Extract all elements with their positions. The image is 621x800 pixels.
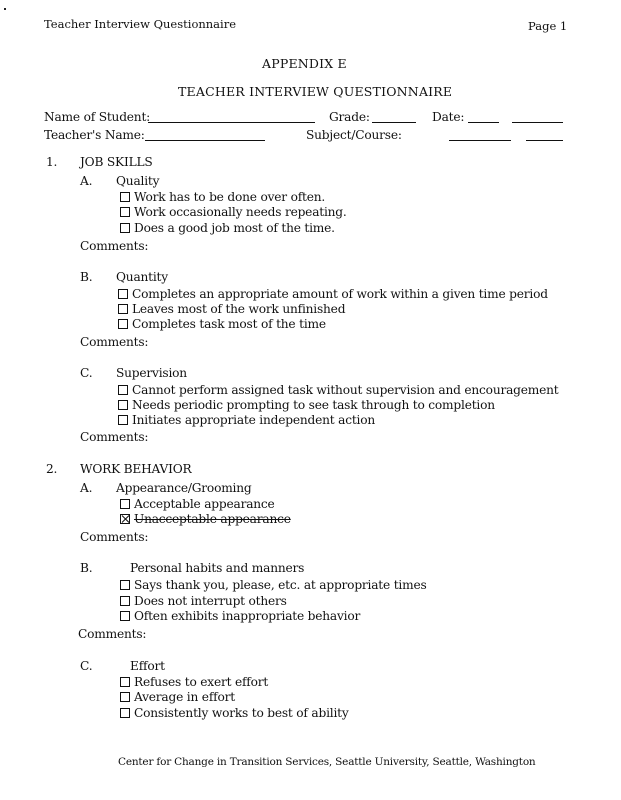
date-field-2[interactable] bbox=[512, 122, 563, 123]
checkbox[interactable] bbox=[120, 580, 130, 590]
item-title: Effort bbox=[130, 659, 165, 673]
page-number: Page 1 bbox=[528, 19, 568, 33]
option-label: Does a good job most of the time. bbox=[134, 221, 335, 235]
checkbox[interactable] bbox=[120, 596, 130, 606]
checkbox[interactable] bbox=[118, 385, 128, 395]
subject-field-2[interactable] bbox=[526, 140, 563, 141]
grade-label: Grade: bbox=[329, 110, 370, 124]
item-letter: B. bbox=[80, 270, 93, 284]
checkbox[interactable] bbox=[120, 677, 130, 687]
checkbox[interactable] bbox=[120, 692, 130, 702]
checked-checkbox[interactable] bbox=[120, 514, 130, 524]
comments-label: Comments: bbox=[80, 430, 149, 444]
option-row[interactable] bbox=[120, 690, 235, 704]
item-title: Supervision bbox=[116, 366, 187, 380]
option-label: Consistently works to best of ability bbox=[134, 706, 349, 720]
option-label: Average in effort bbox=[134, 690, 235, 704]
option-row[interactable] bbox=[120, 205, 347, 219]
option-label: Says thank you, please, etc. at appropriate times bbox=[134, 578, 427, 592]
item-title: Personal habits and manners bbox=[130, 561, 305, 575]
option-label: Work occasionally needs repeating. bbox=[134, 205, 347, 219]
option-row[interactable] bbox=[118, 413, 375, 427]
section-number: 1. bbox=[46, 155, 58, 169]
option-label: Often exhibits inappropriate behavior bbox=[134, 609, 361, 623]
checkbox[interactable] bbox=[120, 708, 130, 718]
checkbox[interactable] bbox=[118, 400, 128, 410]
option-label: Leaves most of the work unfinished bbox=[132, 302, 346, 316]
item-letter: B. bbox=[80, 561, 93, 575]
option-row[interactable] bbox=[118, 287, 548, 301]
option-label: Does not interrupt others bbox=[134, 594, 287, 608]
section-number: 2. bbox=[46, 462, 58, 476]
appendix-label: APPENDIX E bbox=[262, 56, 347, 71]
subject-label: Subject/Course: bbox=[306, 128, 402, 142]
checkbox[interactable] bbox=[118, 415, 128, 425]
page-footer: Center for Change in Transition Services, Seattle University, Seattle, Washington bbox=[118, 756, 536, 768]
page-title: TEACHER INTERVIEW QUESTIONNAIRE bbox=[178, 84, 453, 99]
date-label: Date: bbox=[432, 110, 465, 124]
item-title: Quantity bbox=[116, 270, 168, 284]
option-row[interactable] bbox=[120, 512, 291, 526]
scan-speck bbox=[4, 8, 6, 10]
student-name-field[interactable] bbox=[148, 122, 315, 123]
option-label: Completes an appropriate amount of work within a given time period bbox=[132, 287, 548, 301]
checkbox[interactable] bbox=[118, 304, 128, 314]
option-label: Unacceptable appearance bbox=[134, 512, 291, 526]
option-label: Acceptable appearance bbox=[134, 497, 275, 511]
student-name-label: Name of Student: bbox=[44, 110, 151, 124]
item-letter: C. bbox=[80, 659, 93, 673]
section-title: JOB SKILLS bbox=[80, 155, 153, 169]
option-row[interactable] bbox=[120, 594, 287, 608]
checkbox[interactable] bbox=[120, 499, 130, 509]
checkbox[interactable] bbox=[120, 223, 130, 233]
running-header: Teacher Interview Questionnaire bbox=[44, 17, 237, 31]
checkbox[interactable] bbox=[120, 611, 130, 621]
section-title: WORK BEHAVIOR bbox=[80, 462, 192, 476]
option-label: Cannot perform assigned task without supervision and encouragement bbox=[132, 383, 559, 397]
subject-field-1[interactable] bbox=[449, 140, 511, 141]
comments-label: Comments: bbox=[80, 335, 149, 349]
checkbox[interactable] bbox=[120, 192, 130, 202]
option-row[interactable] bbox=[118, 302, 345, 316]
option-row[interactable] bbox=[120, 706, 349, 720]
option-label: Work has to be done over often. bbox=[134, 190, 326, 204]
option-row[interactable] bbox=[120, 221, 335, 235]
item-letter: C. bbox=[80, 366, 93, 380]
option-row[interactable] bbox=[118, 383, 559, 397]
option-row[interactable] bbox=[120, 190, 325, 204]
option-row[interactable] bbox=[120, 497, 275, 511]
option-row[interactable] bbox=[120, 609, 360, 623]
comments-label: Comments: bbox=[80, 239, 149, 253]
item-title: Appearance/Grooming bbox=[116, 481, 252, 495]
option-label: Refuses to exert effort bbox=[134, 675, 269, 689]
option-label: Completes task most of the time bbox=[132, 317, 326, 331]
date-field-1[interactable] bbox=[468, 122, 499, 123]
checkbox[interactable] bbox=[118, 319, 128, 329]
option-row[interactable] bbox=[118, 317, 326, 331]
item-letter: A. bbox=[80, 481, 93, 495]
option-label: Initiates appropriate independent action bbox=[132, 413, 376, 427]
checkbox[interactable] bbox=[120, 207, 130, 217]
teacher-name-field[interactable] bbox=[145, 140, 265, 141]
option-row[interactable] bbox=[120, 578, 427, 592]
item-title: Quality bbox=[116, 174, 160, 188]
option-row[interactable] bbox=[120, 675, 268, 689]
item-letter: A. bbox=[80, 174, 93, 188]
comments-label: Comments: bbox=[78, 627, 147, 641]
option-label: Needs periodic prompting to see task through to completion bbox=[132, 398, 495, 412]
grade-field[interactable] bbox=[372, 122, 416, 123]
checkbox[interactable] bbox=[118, 289, 128, 299]
option-row[interactable] bbox=[118, 398, 495, 412]
comments-label: Comments: bbox=[80, 530, 149, 544]
teacher-name-label: Teacher's Name: bbox=[44, 128, 145, 142]
